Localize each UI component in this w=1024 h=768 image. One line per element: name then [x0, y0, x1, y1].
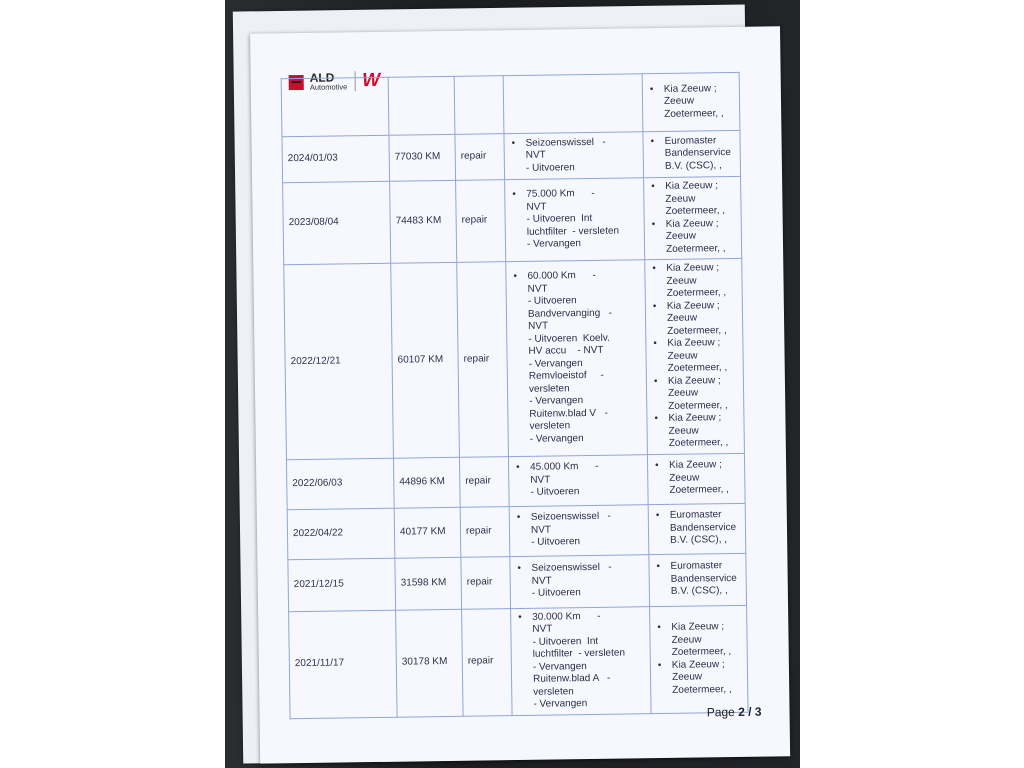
work-line: - Vervangen — [528, 357, 583, 370]
mileage-cell: 40177 KM — [394, 507, 461, 558]
bullet-icon: • — [518, 611, 522, 623]
work-cell — [510, 554, 650, 608]
mileage-cell: 30178 KM — [396, 609, 463, 717]
table-row — [281, 72, 740, 136]
work-line: NVT — [528, 320, 549, 333]
work-line: - Uitvoeren — [531, 536, 581, 549]
supplier-entry — [648, 135, 735, 174]
supplier-cell — [649, 553, 747, 606]
supplier-line: Kia Zeeuw ; — [667, 374, 721, 387]
work-line: 45.000 Km - — [530, 461, 599, 474]
work-line: HV accu - NVT — [528, 345, 604, 358]
supplier-line: Zeeuw — [668, 387, 699, 399]
supplier-line: Zeeuw — [667, 349, 698, 362]
supplier-cell — [642, 72, 740, 131]
supplier-line: Zoetermeer, , — [669, 484, 729, 497]
supplier-entry — [651, 337, 738, 376]
bullet-icon: • — [656, 561, 661, 573]
work-line: Ruitenw.blad V - — [529, 407, 608, 420]
supplier-line: Zeeuw — [665, 192, 696, 205]
logo-brand: ALD — [309, 70, 335, 86]
date-cell: 2022/06/03 — [286, 458, 394, 509]
bullet-icon: • — [652, 300, 657, 312]
type-cell: repair — [455, 134, 505, 181]
supplier-line: B.V. (CSC), , — [670, 534, 728, 547]
work-cell — [504, 132, 644, 180]
date-cell: 2022/04/22 — [287, 508, 395, 559]
work-line: Seizoenswissel - — [525, 136, 606, 149]
page-indicator — [707, 705, 762, 720]
type-cell: repair — [461, 556, 511, 609]
work-line: - Uitvoeren — [531, 587, 581, 600]
supplier-line: Zoetermeer, , — [668, 437, 729, 449]
supplier-line: Euromaster — [664, 134, 717, 147]
supplier-line: Kia Zeeuw ; — [668, 412, 722, 424]
supplier-line: Kia Zeeuw ; — [665, 217, 719, 230]
supplier-line: Bandenservice — [670, 572, 737, 585]
bullet-icon: • — [649, 83, 654, 95]
work-entry — [515, 562, 644, 601]
table-row — [286, 453, 745, 509]
work-line: - Uitvoeren Koelv. — [528, 332, 610, 345]
supplier-line: Zoetermeer, , — [665, 205, 726, 217]
work-line: - Vervangen — [533, 698, 588, 710]
mileage-cell: 74483 KM — [390, 180, 457, 263]
bullet-icon: • — [651, 218, 656, 230]
work-line: - Vervangen — [529, 395, 584, 408]
bullet-icon: • — [653, 375, 658, 387]
supplier-line: Zoetermeer, , — [666, 287, 727, 299]
supplier-line: Kia Zeeuw ; — [663, 82, 717, 95]
page-current: 2 — [738, 704, 745, 719]
work-line: - Uitvoeren Int — [526, 213, 593, 226]
supplier-entry — [648, 83, 735, 122]
supplier-line: Kia Zeeuw ; — [666, 262, 720, 274]
document-page — [250, 26, 790, 763]
supplier-cell — [650, 605, 748, 713]
supplier-entry — [650, 217, 737, 256]
supplier-entry — [651, 299, 738, 338]
bullet-icon: • — [517, 563, 522, 575]
work-entry — [510, 188, 639, 252]
mileage-cell — [388, 76, 455, 135]
supplier-line: Euromaster — [669, 509, 722, 522]
work-cell — [503, 74, 643, 134]
work-line: versleten — [528, 383, 570, 395]
bullet-icon: • — [513, 271, 518, 283]
bullet-icon: • — [511, 137, 516, 149]
type-cell: repair — [459, 456, 509, 507]
supplier-entry — [655, 621, 742, 660]
supplier-line: Zeeuw — [666, 312, 698, 324]
work-line: NVT — [525, 149, 546, 162]
work-cell — [511, 606, 651, 715]
supplier-line: Kia Zeeuw ; — [671, 621, 725, 633]
supplier-cell — [643, 130, 741, 177]
bullet-icon: • — [651, 181, 655, 193]
supplier-line: Bandenservice — [669, 521, 737, 534]
bullet-icon: • — [512, 189, 516, 201]
bullet-icon: • — [653, 338, 657, 350]
type-cell: repair — [462, 608, 512, 716]
mileage-cell: 77030 KM — [389, 134, 456, 181]
supplier-entry — [650, 262, 737, 301]
work-line: 30.000 Km - — [532, 610, 601, 623]
supplier-cell — [645, 258, 745, 454]
table-row — [289, 605, 748, 718]
work-line: - Uitvoeren — [525, 161, 575, 174]
bullet-icon: • — [516, 512, 521, 524]
work-line: 75.000 Km - — [526, 188, 595, 201]
supplier-line: B.V. (CSC), , — [670, 585, 728, 598]
work-line: NVT — [531, 575, 552, 587]
work-line: - Uitvoeren Int — [532, 635, 599, 648]
work-line: - Vervangen — [529, 432, 584, 445]
table-row — [282, 130, 741, 182]
work-line: Ruitenw.blad A - — [532, 672, 611, 685]
work-line: Bandvervanging - — [527, 307, 612, 320]
work-line: - Vervangen — [532, 660, 587, 673]
work-line: NVT — [527, 283, 548, 295]
page-separator: / — [748, 704, 752, 719]
work-entry — [515, 511, 644, 550]
work-line: NVT — [530, 474, 551, 486]
supplier-line: Zeeuw — [671, 633, 702, 646]
work-line: Seizoenswissel - — [531, 561, 612, 575]
supplier-line: Zoetermeer, , — [665, 242, 726, 255]
work-line: 60.000 Km - — [527, 270, 596, 283]
supplier-entry — [654, 560, 741, 599]
date-cell: 2023/08/04 — [283, 181, 391, 264]
work-entry — [510, 136, 639, 175]
supplier-line: Zeeuw — [671, 671, 703, 683]
supplier-line: Kia Zeeuw ; — [666, 299, 720, 312]
supplier-entry — [649, 180, 736, 219]
table-row — [287, 503, 746, 559]
supplier-line: Zoetermeer, , — [671, 646, 732, 658]
type-cell — [454, 76, 504, 135]
supplier-line: Zoetermeer, , — [667, 362, 728, 374]
supplier-line: Kia Zeeuw ; — [665, 180, 719, 192]
work-line: - Uitvoeren — [530, 486, 580, 499]
date-cell: 2021/12/15 — [288, 558, 396, 611]
bullet-icon: • — [654, 413, 659, 425]
work-line: Remvloeistof - — [528, 370, 604, 383]
work-line: NVT — [530, 524, 552, 536]
supplier-line: Bandenservice — [664, 147, 731, 160]
supplier-entry — [652, 374, 739, 413]
supplier-line: Zoetermeer, , — [668, 399, 728, 412]
work-cell — [505, 178, 645, 262]
page-label: Page — [706, 704, 735, 720]
table-row — [288, 553, 747, 611]
supplier-cell — [648, 503, 746, 554]
bullet-icon: • — [657, 659, 662, 671]
date-cell — [281, 77, 389, 136]
supplier-entry — [652, 412, 739, 451]
partner-logo: W — [362, 69, 379, 92]
table-row — [283, 176, 742, 264]
supplier-line: Euromaster — [670, 560, 723, 573]
date-cell: 2021/11/17 — [289, 610, 397, 718]
work-line: luchtfilter - versleten — [532, 647, 626, 660]
supplier-cell — [647, 453, 745, 504]
supplier-entry — [654, 509, 741, 548]
supplier-line: Kia Zeeuw ; — [671, 658, 725, 671]
work-line: - Uitvoeren — [527, 295, 577, 308]
bullet-icon: • — [655, 510, 660, 522]
work-cell — [506, 260, 648, 456]
supplier-line: Zoetermeer, , — [664, 107, 724, 120]
work-entry — [511, 270, 641, 447]
work-line: NVT — [532, 623, 553, 635]
mileage-cell: 31598 KM — [395, 557, 462, 610]
supplier-line: Zeeuw — [669, 472, 700, 484]
supplier-line: Zeeuw — [665, 230, 696, 242]
supplier-line: Zoetermeer, , — [672, 683, 732, 696]
work-line: versleten — [533, 685, 574, 698]
type-cell: repair — [456, 180, 506, 263]
work-line: versleten — [529, 420, 571, 433]
work-entry — [516, 610, 645, 712]
date-cell: 2024/01/03 — [282, 135, 390, 182]
bullet-icon: • — [655, 460, 659, 472]
maintenance-history-table — [281, 69, 749, 719]
page-total: 3 — [754, 704, 762, 719]
supplier-entry — [653, 459, 740, 498]
work-line: luchtfilter - versleten — [526, 225, 620, 238]
supplier-line: Kia Zeeuw ; — [667, 337, 721, 349]
bullet-icon: • — [516, 462, 520, 474]
supplier-cell — [644, 176, 742, 259]
work-cell — [509, 504, 649, 556]
type-cell: repair — [460, 506, 510, 557]
bullet-icon: • — [650, 135, 655, 147]
work-entry — [514, 461, 643, 500]
mileage-cell: 60107 KM — [391, 262, 460, 457]
table-row — [284, 258, 745, 459]
work-line: Seizoenswissel - — [530, 510, 611, 524]
supplier-line: Zoetermeer, , — [667, 324, 727, 337]
supplier-entry — [656, 658, 743, 697]
supplier-line: B.V. (CSC), , — [664, 159, 722, 172]
supplier-line: Zeeuw — [663, 95, 695, 108]
bullet-icon: • — [652, 263, 656, 275]
supplier-line: Kia Zeeuw ; — [669, 459, 722, 472]
work-line: NVT — [526, 201, 547, 213]
mileage-cell: 44896 KM — [393, 457, 460, 508]
supplier-line: Zeeuw — [666, 274, 697, 287]
bullet-icon: • — [657, 622, 661, 634]
work-cell — [508, 454, 648, 506]
type-cell: repair — [457, 262, 509, 457]
logo-brand-sub: Automotive — [309, 82, 348, 93]
date-cell: 2022/12/21 — [284, 263, 394, 459]
supplier-line: Zeeuw — [668, 424, 699, 437]
work-line: - Vervangen — [526, 238, 582, 251]
